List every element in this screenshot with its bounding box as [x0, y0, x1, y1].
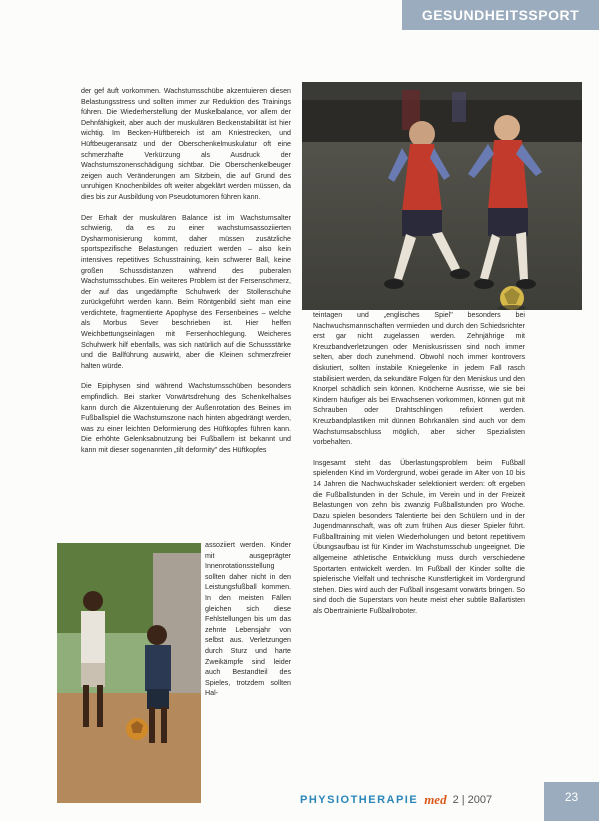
text-column-right [313, 310, 525, 696]
paragraph: Insgesamt steht das Überlastungsproblem beim Fußball spielenden Kind im Vordergrund, wobei gerade im Alter von 10 bis 14 Jahren die Nachwuchskader selektioniert werden: oft ergeben die Fußballstunden in der Schule, im Verein und in der Freizeit Belastungen von zehn bis zwanzig Fußballstunden pro Woche. Dazu spielen besonders Talentierte bei den Schülern und in der Jugendmannschaft, was oft zum frühen Aus dieser Spieler führt. Fußballtraining mit vielen Wiederholungen und betont repetitivem Übungsaufbau ist für Kinder im Wachstumsschub ungeeignet. Die allgemeine athletische Entwicklung muss durch verschiedene Sportarten entwickelt werden. Im Fußball der Kinder sollte die spielerische Vielfalt und technische Kunstfertigkeit im Vordergrund stehen. Dies wird auch der Fußball insgesamt vorwärts bringen. So sind doch die Superstars von heute meist eher subtile Ballartisten als Obertrainierte Fußballroboter. [313, 458, 525, 616]
indoor-football-photo-icon [302, 82, 582, 310]
paragraph: teintagen und „englisches Spiel" besonders bei Nachwuchsmannschaften vermieden und durch den Schiedsrichter erst gar nicht zugelassen werden. Zehnjährige mit Kreuzbandverletzungen oder Meniskusrissen sind noch immer selten, aber doch zunehmend. Obwohl noch immer kontrovers diskutiert, sollten instabile Kniegelenke in jedem Fall rasch stabilisiert werden, da sekundäre Folgen für den Meniskus und den Knorpel schädlich sein können. Knöcherne Ausrisse, wie sie bei Kindern häufiger als bei Erwachsenen vorkommen, können gut mit Schrauben oder Drahtschlingen refixiert werden. Kreuzbandplastiken mit dünnen Bohrkanälen sind auch vor dem Wachstumsabschluss möglich, aber sicher Spezialisten vorbehalten. [313, 311, 525, 447]
page-number: 23 [564, 790, 579, 804]
paragraph: assoziiert werden. Kinder mit ausgeprägter Innenrotationsstellung sollten daher nicht in den Leistungsfußball kommen. In den meisten Fällen gleichen sich diese Fehlstellungen bis um das zehnte Lebensjahr von selbst aus. Verletzungen durch Sturz und harte Zweikämpfe sind leider auch Bestandteil des Spieles, trotzdem sollten Hal- [205, 541, 291, 698]
paragraph: Der Erhalt der muskulären Balance ist im Wachstumsalter schwierig, da es zu einer wachstumsassoziierten Dysharmonisierung kommt, daher müssen zusätzliche sportspezifische Belastungen reduziert werden – also kein intensives repetitives Schusstraining, kein schwerer Ball, keine großen Schussdistanzen während des puberalen Wachstumsschubes. Ein weiteres Problem ist der Fersenschmerz, der auf das ungedämpfte Schuhwerk der Stollenschuhe zurückgeführt werden kann. Beim Röntgenbild sieht man eine verdichtete, fragmentierte Apophyse des Fersenbeines – welche als Morbus Sever beschrieben ist. Hier helfen Weichbettungseinlagen mit Fersenhochlegung. Weicheres Schuhwerk hilf ebenfalls, was sich natürlich auf die Schussstärke und die Ballführung auswirkt, aber die Kleinen schmerzfreier halten würde. [81, 213, 291, 370]
footer-masthead [300, 794, 492, 806]
section-banner [402, 0, 599, 30]
paragraph: Die Epiphysen sind während Wachstumsschüben besonders empfindlich. Bei starker Vorwärtsdrehung des Schenkelhalses kann durch die Akzentuierung der Außenrotation des Beines im Fußballspiel die Wachstumszone nach hinten abgedrängt werden, was zu einer leichten Deformierung des Hüftkopfes führen kann. Die erhöhte Gelenksabnutzung bei Fußballern ist bekannt und kann mit dieser sogenannten „tilt deformity" des Hüftkopfes [81, 382, 291, 454]
footer-med-logo: med [424, 792, 447, 807]
page-number-box [544, 782, 599, 821]
photo-indoor-football [302, 82, 582, 310]
paragraph: der gef äuft vorkommen. Wachstumsschübe akzentuieren diesen Belastungsstress und sollten immer zur Reduktion des Trainings führen. Die Wiederherstellung der Muskelbalance, vor allem der Dehnfähigkeit, aber auch der muskulären Beckenstabilität ist hier wichtig. Im Becken-Hüftbereich ist am Kniestrecken, und Hüftbeugeransatz und der Oberschenkelmuskulatur oft eine schmerzhafte Verkürzung als Ausdruck der Wachstumszonenschädigung sichtbar. Die Oberschenkelbeuger zeigen auch Veränderungen am Sitzbein, die auf Grund des unruhigen Knochenbildes oft weiter abgeklärt werden müssen, da dies bis zur Ausbildung von Pseudotumoren führen kann. [81, 87, 291, 201]
section-title: GESUNDHEITSSPORT [421, 7, 580, 23]
text-column-narrow [205, 540, 291, 802]
footer-issue: 2 | 2007 [452, 794, 493, 806]
footer-brand: PHYSIOTHERAPIE [300, 794, 419, 806]
